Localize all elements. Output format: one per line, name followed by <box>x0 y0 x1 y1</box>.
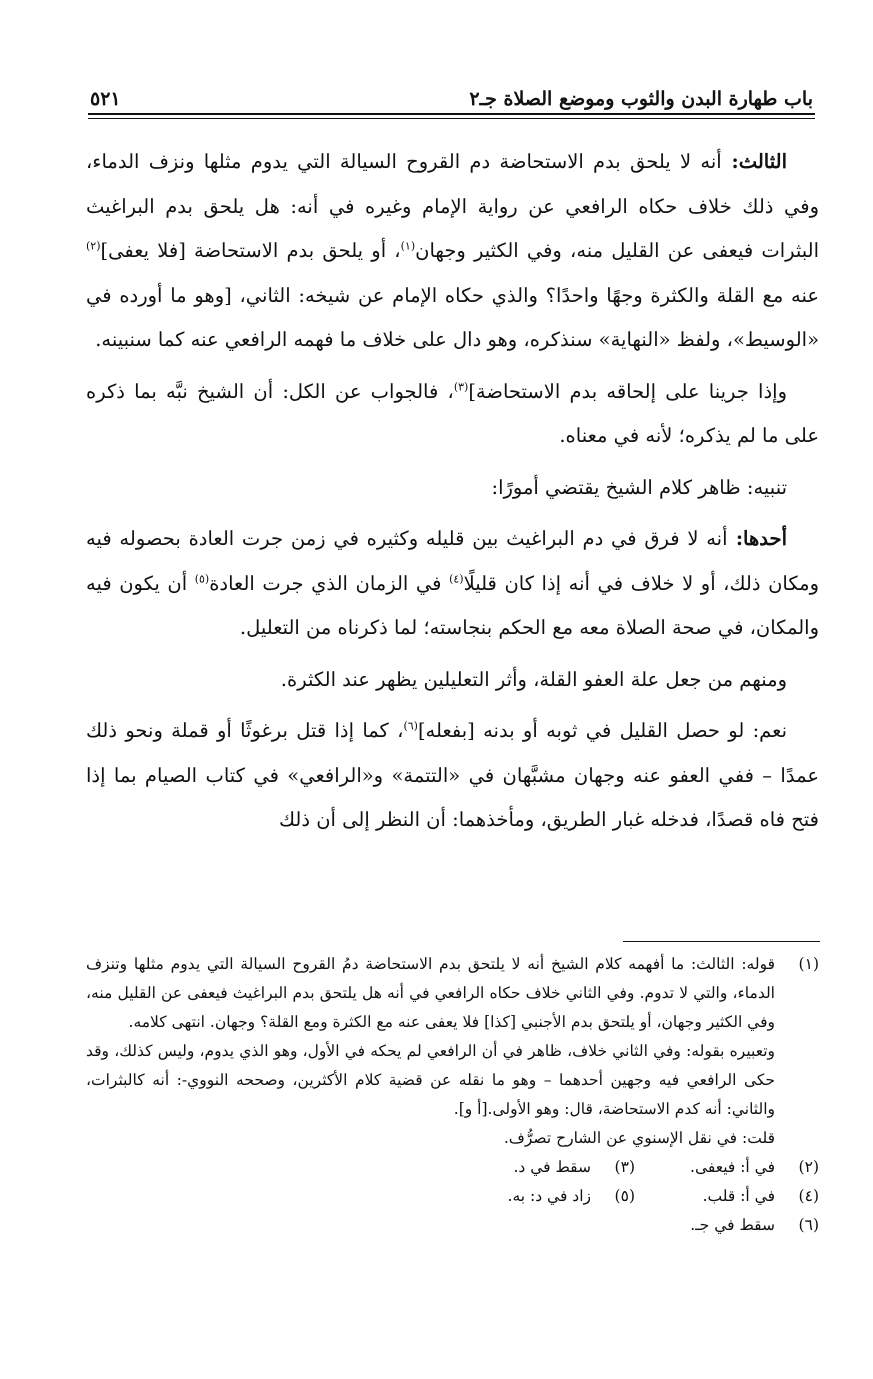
paragraph-text: أن يكون فيه والمكان، في صحة الصلاة معه مع الحكم بنجاسته؛ لما ذكرناه من التعليل. <box>86 571 819 639</box>
paragraph-text: تنبيه: ظاهر كلام الشيخ يقتضي أمورًا: <box>491 475 787 499</box>
page-number: ٥٢١ <box>90 88 121 110</box>
paragraph <box>86 517 819 651</box>
running-header <box>90 74 813 110</box>
paragraph <box>86 370 819 459</box>
footnote-text: في أ: قلب. <box>702 1187 775 1205</box>
footnote-number: (٦) <box>798 1216 819 1234</box>
main-text <box>86 140 819 850</box>
footnote-text: قوله: الثالث: ما أفهمه كلام الشيخ أنه لا يلتحق بدم الاستحاضة دمُ القروح السيالة التي يدوم مثلها وتنزف الدماء، والتي لا تدوم. وفي الثاني خلاف حكاه الرافعي في أنه هل يلتحق بدم البراغيث فيعفى عن القليل منه، وفي الكثير وجهان، أو يلتحق بدم الأجنبي [كذا] فلا يعفى عنه مع الكثرة ومع القلة؟ وجهان. انتهى كلامه. <box>86 955 775 1031</box>
paragraph-text: أنه لا يلحق بدم الاستحاضة دم القروح السيالة التي يدوم مثلها ونزف الدماء، وفي ذلك خلاف حكاه الرافعي عن رواية الإمام وغيره في أنه: هل يلحق بدم البراغيث البثرات فيعفى عن القليل منه، وفي الكثير وجهان <box>86 150 820 262</box>
footnote-ref: (٦) <box>403 719 418 733</box>
footnote-ref: (٣) <box>453 380 469 393</box>
footnote-number: (٥) <box>614 1187 635 1205</box>
header-title: باب طهارة البدن والثوب وموضع الصلاة جـ٢ <box>469 88 813 110</box>
footnotes <box>86 950 819 1240</box>
paragraph-text: نعم: لو حصل القليل في ثوبه أو بدنه [بفعله] <box>417 719 787 742</box>
paragraph-text: ، فالجواب عن الكل: أن الشيخ نبَّه بما ذكره على ما لم يذكره؛ لأنه في معناه. <box>86 379 819 447</box>
footnote-number: (١) <box>798 955 819 973</box>
footnote-ref: (٢) <box>86 239 101 253</box>
paragraph-lead: الثالث: <box>721 150 787 173</box>
paragraph-lead: أحدها: <box>727 527 787 550</box>
footnote-ref: (١) <box>400 239 416 253</box>
paragraph <box>86 140 819 363</box>
footnote-row <box>86 1182 819 1211</box>
footnote-number: (٢) <box>798 1158 819 1176</box>
paragraph-text: في الزمان الذي جرت العادة <box>209 571 450 595</box>
short-footnotes <box>86 1153 819 1240</box>
footnote-1-remark <box>86 1124 819 1153</box>
footnote-text: قلت: في نقل الإسنوي عن الشارح تصرُّف. <box>503 1129 775 1147</box>
paragraph-text: وإذا جرينا على إلحاقه بدم الاستحاضة] <box>468 379 787 403</box>
header-rule-thin <box>88 118 815 119</box>
footnote-ref: (٥) <box>194 572 210 585</box>
footnote-text: وتعبيره بقوله: وفي الثاني خلاف، ظاهر في أن الرافعي لم يحكه في الأول، وهو الذي يدوم، وليس كذلك، وقد حكى الرافعي فيه وجهين أحدهما – وهو ما نقله عن قضية كلام الأكثرين، وصححه النووي-: أنه كالبثرات، والثاني: أنه كدم الاستحاضة، قال: وهو الأولى.[أ و]. <box>86 1042 775 1118</box>
paragraph <box>86 709 819 843</box>
paragraph <box>86 466 819 511</box>
paragraph-text: ، أو يلحق بدم الاستحاضة [فلا يعفى] <box>100 239 401 262</box>
footnote-1-continued <box>86 1037 819 1124</box>
paragraph <box>86 658 819 703</box>
footnote-text: سقط في جـ. <box>690 1216 775 1234</box>
header-rule-thick <box>88 113 815 115</box>
footnote-ref: (٤) <box>449 572 464 585</box>
footnote-separator <box>623 941 820 942</box>
paragraph-text: عنه مع القلة والكثرة وجهًا واحدًا؟ والذي حكاه الإمام عن شيخه: الثاني، [وهو ما أورده في «الوسيط»، ولفظ «النهاية» سنذكره، وهو دال على خلاف ما فهمه الرافعي عنه كما سنبينه. <box>86 283 819 351</box>
footnote-number: (٤) <box>798 1187 819 1205</box>
footnote-1 <box>86 950 819 1037</box>
footnote-row <box>86 1211 819 1240</box>
paragraph-text: ومنهم من جعل علة العفو القلة، وأثر التعليلين يظهر عند الكثرة. <box>280 667 787 691</box>
paragraph-text: أنه لا فرق في دم البراغيث بين قليله وكثيره في زمن جرت العادة بحصوله فيه ومكان ذلك، أو لا خلاف في أنه إذا كان قليلًا <box>86 527 819 595</box>
footnote-row <box>86 1153 819 1182</box>
footnote-text: سقط في د. <box>513 1158 591 1176</box>
footnote-text: في أ: فيعفى. <box>690 1158 775 1176</box>
footnote-number: (٣) <box>614 1158 635 1176</box>
paragraph-text: ، كما إذا قتل برغوثًا أو قملة ونحو ذلك عمدًا – ففي العفو عنه وجهان مشبَّهان في «التتمة» و«الرافعي» في كتاب الصيام بما إذا فتح فاه قصدًا، فدخله غبار الطريق، ومأخذهما: أن النظر إلى أن ذلك <box>86 719 819 831</box>
footnote-text: زاد في د: به. <box>507 1187 591 1205</box>
